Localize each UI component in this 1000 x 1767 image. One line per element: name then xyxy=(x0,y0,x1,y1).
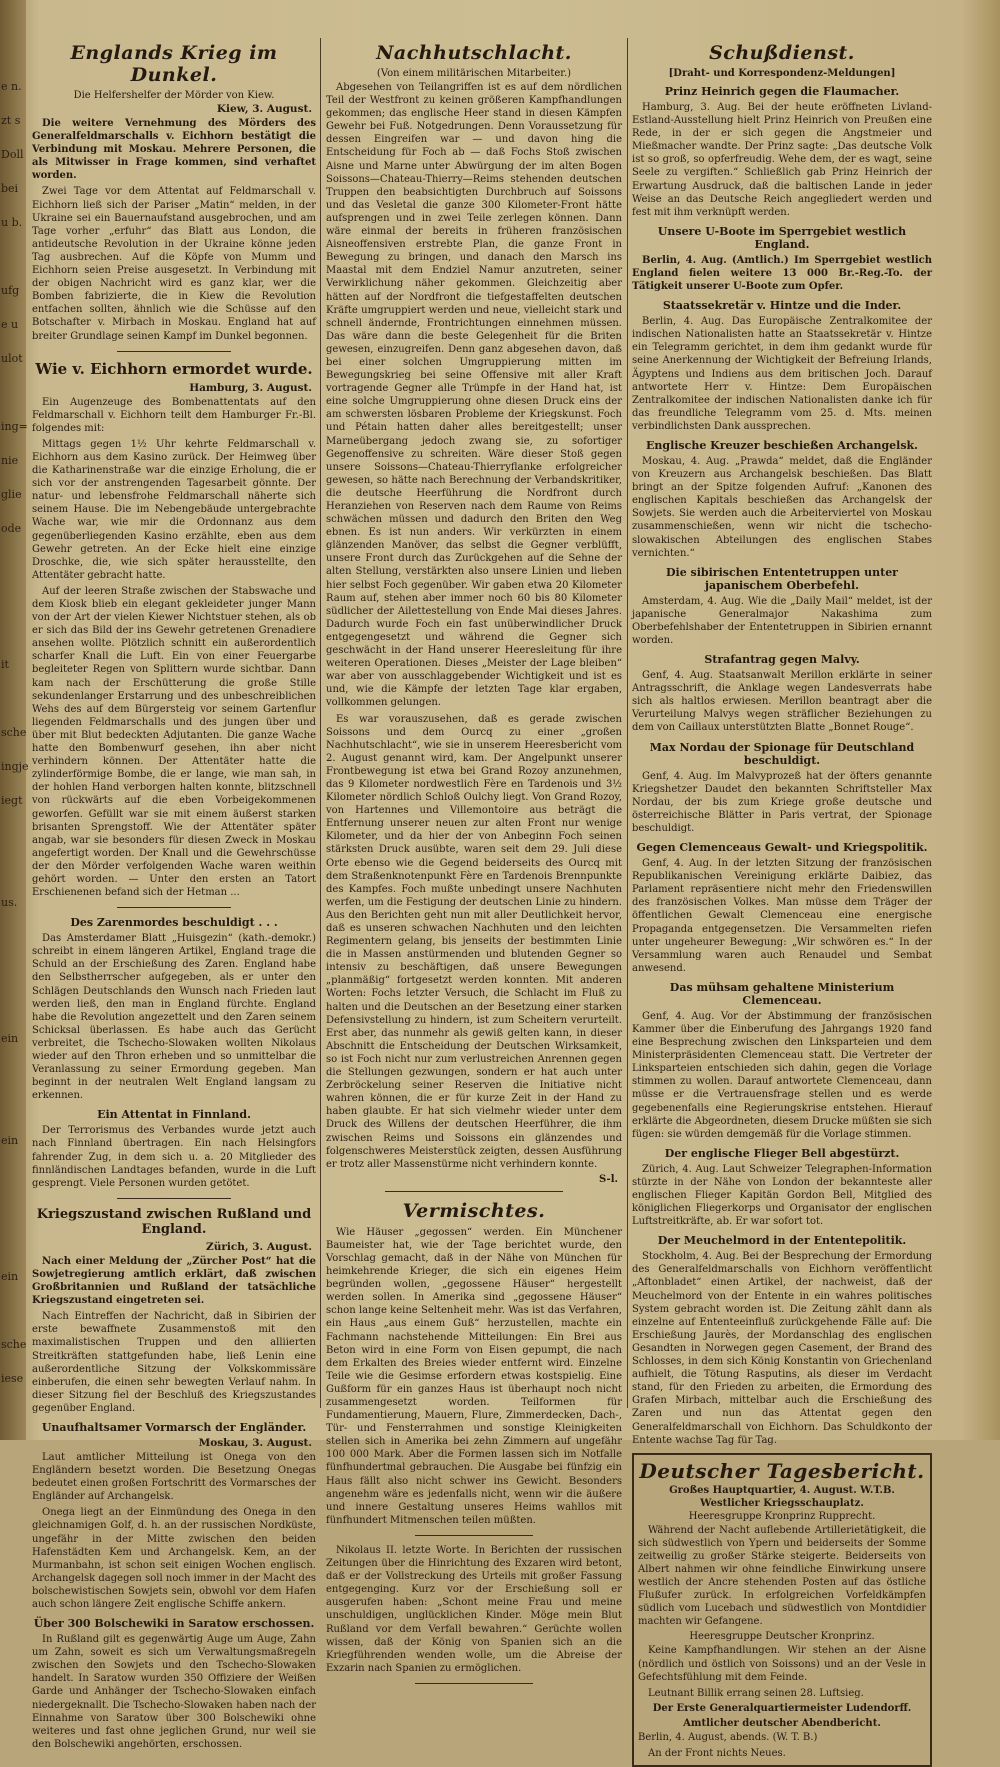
news-heading: Max Nordau der Spionage für Deutschland beschuldigt. xyxy=(649,740,915,767)
headline-englands-krieg: Englands Krieg im Dunkel. xyxy=(70,42,278,86)
separator xyxy=(385,1191,563,1192)
headline-vermischtes: Vermischtes. xyxy=(402,1199,546,1222)
column-2 xyxy=(326,34,622,1674)
news-heading: Staatssekretär v. Hintze und die Inder. xyxy=(662,299,902,313)
strip-fragment: glie xyxy=(1,488,22,501)
strip-fragment: ein xyxy=(1,1032,19,1045)
news-heading: Englische Kreuzer beschießen Archangelsk. xyxy=(646,438,918,452)
headline-saratow: Über 300 Bolschewiki in Saratow erschossen. xyxy=(33,1617,315,1631)
strip-fragment: ulot xyxy=(1,352,23,365)
article-paragraph: Abgesehen von Teilangriffen ist es auf dem nördlichen Teil der Westfront zu keinen größeren Kampfhandlungen gekommen; das englische Heer stand in diesen Kämpfen Gewehr bei Fuß. Notgedrungen. Denn Voraussetzung für dessen Eingreifen war — und davon hing die Entscheidung für Foch ab — daß Fochs Stoß zwischen Aisne und Marne unter Abwürgung der im alten Bogen Soissons—Chateau-Thierry—Reims stehenden deutschen Truppen den beabsichtigten Durchbruch auf Soissons und das Vesletal die ganze 300 Kilometer-Front hätte aufsprengen und in zwei Teile zerlegen können. Dann wäre einmal der bereits in früheren französischen Aisneoffensiven erstrebte Plan, die ganze Front in Bewegung zu bringen, und danach den Marsch ins Maastal mit dem Endziel Namur anzutreten, seiner Verwirklichung näher gekommen. Gleichzeitig aber hätten auf der Nordfront die tiefgestaffelten deutschen Kräfte umgruppiert werden und neue, vielleicht stark und schnell ändernde, Frontrichtungen einnehmen müssen. Das wäre dann die beste Gelegenheit für die Briten gewesen, einzugreifen. Denn ganz abgesehen davon, daß bei einer solchen Umgruppierung mitten im Bewegungskrieg bei seine Offensive mit aller Kraft vortragende Gegner alle Trümpfe in der Hand hat, ist eine solche Umgruppierung ohne diesen Druck eins der am schwersten lösbaren Probleme der Kriegskunst. Foch und Pétain hatten daher alles bereitgestellt; unser Marneübergang jedoch zwang sie, zu sofortiger Gegenoffensive zu schreiten. Wäre dieser Stoß gegen unsere Soissons—Chateau-Thierryflanke erfolgreicher gewesen, so hätte nach Berechnung der Verbandskritiker, die deutsche Heerführung die Nordfront durch Heranziehen von Reserven nach dem Raume von Reims schwächen müssen und dadurch den Briten den Weg ebnen. Es ist nun anders. Wir verkürzten in einem glänzenden Manöver, das selbst die Gegner verblüfft, unsere Front durch das Zurückgehen auf die Sehne der alten Stellung, verstärkten also unsere Linien und lieben hier selbst Foch gegenüber. Wir gaben etwa 20 Kilometer Raum auf, stehen aber immer noch 60 bis 80 Kilometer südlicher der Ailettestellung von Ende Mai dieses Jahres. Dadurch wurde Foch ein fast unüberwindlicher Druck entgegengesetzt und während die Gegner sich geschwächt in der Hand unserer Heeresleitung für ihre weiteren Operationen. Dieses „Meister der Lage bleiben“ war aber von ausschlaggebender Wichtigkeit und ist es und, wie die Kämpfe der letzten Tage klar ergaben, vollkommen gelungen. xyxy=(326,82,622,709)
article-paragraph: Onega liegt an der Einmündung des Onega in den gleichnamigen Golf, d. h. an der russischen Nordküste, ungefähr in der Mitte zwischen den beiden Hafenstädten Kem und Archangelsk. Kem, an der Murmanbahn, ist schon seit einigen Wochen englisch. Archangelsk dagegen soll noch immer in der Macht des bolschewistischen Sowjets sein, obwohl vor dem Hafen auch schon längere Zeit englische Schiffe ankern. xyxy=(32,1507,316,1610)
dateline: Zürich, 3. August. xyxy=(206,1240,312,1253)
article-paragraph: Es war vorauszusehen, daß es gerade zwischen Soissons und dem Ourcq zu einer „großen Nachhutschlacht“, wie sie in unserem Heeresbericht vom 2. August genannt wird, kam. Der Angelpunkt unserer Frontbewegung ist etwa bei Grand Rozoy anzunehmen, das 9 Kilometer nordwestlich Fère en Tardenois und 3½ Kilometer nördlich Schloß Oulchy liegt. Von Grand Rozoy, von Hartennes und Villemontoire aus beträgt die Entfernung unserer neuen zur alten Front nur wenige Kilometer, und da hier der von Anbeginn Foch seinen stärksten Druck ausübte, waren seit dem 29. Juli diese Orte ebenso wie die Gegend beiderseits des Ourcq mit dem Straßenknotenpunkt Fère en Tardenois Brennpunkte des Kampfes. Foch mußte unbedingt unsere Nachhuten werfen, um die Festigung der deutschen Linie zu hindern. Aus den Berichten geht nun mit aller Deutlichkeit hervor, daß es unseren schwachen Nachhuten und den leichten Regimentern gelang, bis jenseits der bestimmten Linie die in Massen anstürmenden und blutenden Gegner so intensiv zu beschäftigen, daß unsere Bewegungen „planmäßig“ fortgesetzt werden konnten. Mit anderen Worten: Fochs letzter Versuch, die Schlacht im Fluß zu halten und die Deutschen an der Besetzung einer starken Defensivstellung zu hindern, ist zum Scheitern verurteilt. Erst aber, das nunmehr als gewiß gelten kann, in dieser Abschnitt die Entscheidung der Deutschen Wirksamkeit, so ist Foch nicht nur zum verlustreichen Anrennen gegen die Stellungen gezwungen, sondern er hat auch unter Zerbröckelung seiner Reserven die Initiative nicht wahren können, die er für kurze Zeit in der Hand zu haben glaubte. Er hat sich vielmehr wieder unter dem Druck des Willens der deutschen Heerführer, die ihm zwischen Reims und Soissons ein glänzendes und folgenschweres Meisterstück zeigten, dessen Ausführung er trotz aller Massenstürme nicht verhindern konnte. xyxy=(326,713,622,1170)
lead-paragraph: Die weitere Vernehmung des Mörders des Generalfeldmarschalls v. Eichhorn bestätigt die Verbindung mit Moskau. Mehrere Personen, die als Mitwisser in Frage kommen, sind verhaftet worden. xyxy=(32,118,316,182)
article-paragraph: Mittags gegen 1½ Uhr kehrte Feldmarschall v. Eichhorn aus dem Kasino zurück. Der Heimweg über die Katharinenstraße war die einzige Erholung, die er sich vor der anstrengenden Tagesarbeit gönnte. Der natur- und lebensfrohe Feldmarschall näherte sich seinem Hause. Die im Nebengebäude untergebrachte Wache war, wie mir die Ordonnanz aus dem gegenüberliegenden Kasino erzählte, eben aus dem Gewehr getreten. An der Ecke hielt eine einzige Droschke, die, wie sich später herausstellte, den Attentäter gebracht hatte. xyxy=(32,438,316,581)
article-paragraph: In Rußland gilt es gegenwärtig Auge um Auge, Zahn um Zahn, soweit es sich um Verwaltungsmaßregeln zwischen den Sowjets und den Tschecho-Slowaken handelt. In Saratow wurden 350 Offiziere der Weißen Garde und Anhänger der Tschecho-Slowaken einfach niedergeknallt. Die Tschecho-Slowaken haben nach der Einnahme von Saratow über 300 Bolschewiki ohne weiteres und fast ohne jeglichen Grund, nur weil sie den Bolschewiki angehörten, erschossen. xyxy=(32,1634,316,1750)
column-rule xyxy=(320,38,321,1408)
column-1 xyxy=(32,34,316,1750)
news-heading: Strafantrag gegen Malvy. xyxy=(704,653,860,667)
news-paragraph: Stockholm, 4. Aug. Bei der Besprechung der Ermordung des Generalfeldmarschalls von Eichhorn veröffentlicht „Aftonbladet“ einen Artikel, der nachweist, daß der Meuchelmord von der Entente in ein wahres politisches System gebracht worden ist. Die Zeitung zählt dann als einzelne auf Ententeeinfluß zurückgehende Fälle auf: Die Erschießung Jaurès, der Mordanschlag des englischen Gesandten in Norwegen gegen Casement, der Brand des Schlosses, in dem sich König Konstantin von Griechenland aufhielt, die Tötung Rasputins, als dieser im Verdacht stand, für den Frieden zu arbeiten, die Ermordung des Grafen Mirbach, mittelbar auch die Erschießung des Zaren und nun das Attentat gegen den Generalfeldmarschall von Eichhorn. Das Schuldkonto der Entente wachse Tag für Tag. xyxy=(632,1251,932,1446)
news-paragraph: Berlin, 4. Aug. Das Europäische Zentralkomitee der indischen Nationalisten hatte an Staatssekretär v. Hintze ein Telegramm gerichtet, in dem ihm gedankt wurde für seine Anerkennung der Wichtigkeit der Befreiung Irlands, Ägyptens und Indiens aus dem britischen Joch. Darauf antwortete Herr v. Hintze: Dem Europäischen Zentralkomitee der indischen Nationalisten danke ich für das freundliche Telegramm vom 25. d. Mts. meinen verbindlichsten Dank aussprechen. xyxy=(632,316,932,432)
lead-paragraph: Nach einer Meldung der „Zürcher Post“ hat die Sowjetregierung amtlich erklärt, daß zwischen Großbritannien und Rußland der tatsächliche Kriegszustand eingetreten sei. xyxy=(32,1255,316,1307)
dateline: Kiew, 3. August. xyxy=(216,103,312,115)
strip-fragment: ein xyxy=(1,1134,19,1147)
news-paragraph: Moskau, 4. Aug. „Prawda“ meldet, daß die Engländer von Kreuzern aus Archangelsk beschießen. Das Blatt bringt an der Spitze folgenden Aufruf: „Kanonen des englischen Kapitals beschießen das Archangelsk der Sowjets. Sie werden auch die Arbeiterviertel von Moskau zusammenschießen, wenn wir nicht die tschecho-slowakischen Abteilungen des englischen Stabes vernichten.“ xyxy=(632,455,932,559)
evening-report-dateline: Berlin, 4. August, abends. (W. T. B.) xyxy=(638,1731,818,1743)
author-signature: S-l. xyxy=(598,1173,618,1185)
news-paragraph: Genf, 4. Aug. Vor der Abstimmung der französischen Kammer über die Einberufung des Jahrgangs 1920 fand eine Besprechung zwischen den Linksparteien und dem Ministerpräsidenten Clemenceau statt. Die Vertreter der Linksparteien entschieden sich dahin, gegen die Vorlage stimmen zu wollen. Darauf antwortete Clemenceau, dann müsse er die Vertrauensfrage stellen und es werde gegebenenfalls eine Regierungskrise entstehen. Hierauf erklärte die Abgeordneten, diesem Drucke müßten sie sich fügen: sie würden demgemäß für die Vorlage stimmen. xyxy=(632,1010,932,1140)
headline-schussdienst: Schußdienst. xyxy=(709,42,855,64)
news-heading: Die sibirischen Ententetruppen unter japanischem Oberbefehl. xyxy=(666,565,898,592)
strip-fragment: nie xyxy=(1,454,19,467)
strip-fragment: e u xyxy=(1,318,19,331)
report-group: Heeresgruppe Kronprinz Rupprecht. xyxy=(688,1510,876,1522)
dateline: Moskau, 3. August. xyxy=(198,1436,312,1449)
headline-eichhorn: Wie v. Eichhorn ermordet wurde. xyxy=(35,359,313,378)
headline-finnland: Ein Attentat in Finnland. xyxy=(97,1108,251,1122)
strip-fragment: ufg xyxy=(1,284,20,297)
news-heading: Unsere U-Boote im Sperrgebiet westlich England. xyxy=(657,224,907,251)
report-dateline: Großes Hauptquartier, 4. August. W.T.B. xyxy=(669,1484,895,1496)
news-paragraph: Genf, 4. Aug. Im Malvyprozeß hat der öfters genannte Kriegshetzer Daudet den bekannten Schriftsteller Max Nordau, der bis zum Kriege große deutsche und österreichische Blätter in Paris vertrat, der Spionage beschuldigt. xyxy=(632,770,932,834)
strip-fragment: Doll xyxy=(1,148,24,161)
article-paragraph: Der Terrorismus des Verbandes wurde jetzt auch nach Finnland übertragen. Ein nach Helsingfors fahrender Zug, in dem sich u. a. 20 Mitglieder des finnländischen Landtages befanden, wurde in die Luft gesprengt. Viele Personen wurden getötet. xyxy=(32,1125,316,1189)
strip-fragment: sche xyxy=(1,1338,27,1351)
strip-fragment: bei xyxy=(1,182,19,195)
news-paragraph: Berlin, 4. Aug. (Amtlich.) Im Sperrgebiet westlich England fielen weitere 13 000 Br.-Reg.-To. der Tätigkeit unserer U-Boote zum Opfer. xyxy=(632,254,932,293)
column-rule xyxy=(627,38,628,1408)
dateline: Hamburg, 3. August. xyxy=(189,381,312,394)
strip-fragment: ode xyxy=(1,522,22,535)
report-front: Westlicher Kriegsschauplatz. xyxy=(700,1497,864,1509)
strip-fragment: iegt xyxy=(1,794,23,807)
strip-fragment: it xyxy=(1,658,9,671)
subheadline: [Draht- und Korrespondenz-Meldungen] xyxy=(668,68,896,79)
report-paragraph: Keine Kampfhandlungen. Wir stehen an der Aisne (nördlich und östlich von Soissons) und an der Vesle in Gefechtsfühlung mit dem Feinde. xyxy=(638,1645,926,1683)
adjacent-page-strip xyxy=(0,0,29,1440)
article-paragraph: Zwei Tage vor dem Attentat auf Feldmarschall v. Eichhorn ließ sich der Pariser „Matin“ melden, in der Ukraine sei ein Bauernaufstand ausgebrochen, und am Tage vorher „erfuhr“ das Blatt aus London, die antideutsche Revolution in der Ukraine könne jeden Tag ausbrechen. Auf die Köpfe von Mumm und Eichhorn seien Preise ausgesetzt. In Verbindung mit der obigen Nachricht wird es ganz klar, wer die Bomben fabrizierte, die in Kiew die Revolution entfachen sollten, ähnlich wie die Schüsse auf den Botschafter v. Mirbach in Moskau. England hat auf breiter Grundlage seinen Kampf im Dunkel begonnen. xyxy=(32,186,316,342)
subheadline: (Von einem militärischen Mitarbeiter.) xyxy=(376,68,572,79)
strip-fragment: zt s xyxy=(1,114,21,127)
news-paragraph: Genf, 4. Aug. In der letzten Sitzung der französischen Republikanischen Vereinigung erklärte Daibiez, das Parlament repräsentiere nicht mehr den Friedenswillen des französischen Volkes. Man müsse dem Träger der öffentlichen Gewalt Clemenceau eine energische Propaganda entgegensetzen. Die Versammelten riefen unter ungeheurer Bewegung: „Wir schwören es.“ In der Versammlung waren auch Renaudel und Sembat anwesend. xyxy=(632,858,932,974)
separator xyxy=(415,1683,533,1684)
strip-fragment: ein xyxy=(1,1270,19,1283)
headline-kriegszustand: Kriegszustand zwischen Rußland und England. xyxy=(36,1206,312,1237)
headline-nachhutschlacht: Nachhutschlacht. xyxy=(376,42,572,64)
separator xyxy=(117,351,231,352)
article-paragraph: Das Amsterdamer Blatt „Huisgezin“ (kath.-demokr.) schreibt in einem längeren Artikel, England trage die Schuld an der Erschießung des Zaren. England habe den Selbstherrscher aufgegeben, als er unter den Schlägen Deutschlands den Wunsch nach Frieden laut werden ließ, den man in England fürchte. England habe die Revolution angezettelt und den Zaren seinem Schicksal überlassen. Es habe auch das Gerücht verbreitet, die Tschecho-Slowaken wollten Nikolaus wieder auf den Thron erheben und so unmittelbar die Veranlassung zu seiner Ermordung gegeben. Man beginnt in der neutralen Welt England langsam zu erkennen. xyxy=(32,933,316,1102)
strip-fragment: u b. xyxy=(1,216,23,229)
article-paragraph: Nach Eintreffen der Nachricht, daß in Sibirien der erste bewaffnete Zusammenstoß mit den maximalistischen Truppen und den alliierten Streitkräften stattgefunden habe, ließ Lenin eine außerordentliche Sitzung der Volkskommissäre einberufen, die einen sehr bewegten Verlauf nahm. In dieser Sitzung fiel der Beschluß des Kriegszustandes gegenüber England. xyxy=(32,1311,316,1414)
news-heading: Der englische Flieger Bell abgestürzt. xyxy=(664,1146,900,1160)
news-heading: Das mühsam gehaltene Ministerium Clemenceau. xyxy=(669,980,895,1007)
news-paragraph: Hamburg, 3. Aug. Bei der heute eröffneten Livland-Estland-Ausstellung hielt Prinz Heinrich von Preußen eine Rede, in der er sich gegen die Angstmeier und Mießmacher wandte. Der Prinz sagte: „Das deutsche Volk ist so groß, so opferfreudig. Wehe dem, der es wagt, seine Seele zu vergiften.“ Schließlich gab Prinz Heinrich der Erwartung Ausdruck, daß die baltischen Lande in jeder Weise an das Deutsche Reich angegliedert werden und fest mit ihm verknüpft werden. xyxy=(632,102,932,218)
strip-fragment: ing= xyxy=(1,420,28,433)
report-paragraph: Während der Nacht auflebende Artillerietätigkeit, die sich südwestlich von Ypern und beiderseits der Somme zeitweilig zu großer Stärke steigerte. Beiderseits von Albert nahmen wir ohne feindliche Einwirkung unsere westlich der Ancre stehenden Posten auf das östliche Flußufer zurück. In erfolgreichen Vorfeldkämpfen südlich vom Lucebach und südwestlich von Montdidier machten wir Gefangene. xyxy=(638,1524,926,1628)
evening-report-text: An der Front nichts Neues. xyxy=(648,1747,786,1759)
news-heading: Prinz Heinrich gegen die Flaumacher. xyxy=(664,85,900,98)
headline-zarenmord: Des Zarenmordes beschuldigt . . . xyxy=(70,916,278,930)
article-paragraph: Ein Augenzeuge des Bombenattentats auf den Feldmarschall v. Eichhorn teilt dem Hamburger Fr.-Bl. folgendes mit: xyxy=(32,396,316,434)
news-heading: Gegen Clemenceaus Gewalt- und Kriegspolitik. xyxy=(636,841,928,855)
column-3 xyxy=(632,34,932,1759)
news-paragraph: Zürich, 4. Aug. Laut Schweizer Telegraphen-Information stürzte in der Nähe von London der bekannteste aller englischen Flieger Kapitän Gordon Bell, Mitglied des königlichen Fliegerkorps und Organisator der englischen Luftstreitkräfte, ab. Er war sofort tot. xyxy=(632,1163,932,1228)
strip-fragment: ingje xyxy=(1,760,29,773)
separator xyxy=(415,1535,533,1536)
subheadline: Die Helfershelfer der Mörder von Kiew. xyxy=(73,90,275,101)
news-paragraph: Genf, 4. Aug. Staatsanwalt Merillon erklärte in seiner Antragsschrift, die Anklage wegen Landesverrats habe sich als haltlos erwiesen. Merillon beantragt aber die Verurteilung Malvys wegen sträflicher Beziehungen zu dem von Caillaux unterstützten Blatte „Bonnet Rouge“. xyxy=(632,670,932,734)
strip-fragment: sche xyxy=(1,726,27,739)
report-title: Deutscher Tagesbericht. xyxy=(639,1458,925,1483)
news-heading: Der Meuchelmord in der Ententepolitik. xyxy=(657,1234,907,1248)
report-signature: Der Erste Generalquartiermeister Ludendorff. xyxy=(652,1702,912,1714)
headline-vormarsch: Unaufhaltsamer Vormarsch der Engländer. xyxy=(41,1420,307,1434)
strip-fragment: us. xyxy=(1,896,18,909)
daily-report-box xyxy=(632,1453,932,1767)
strip-fragment: e n. xyxy=(1,80,22,93)
separator xyxy=(117,1198,231,1199)
article-paragraph: Laut amtlicher Mitteilung ist Onega von den Engländern besetzt worden. Die Besetzung Onegas bedeutet einen großen Fortschritt des Vormarsches der Engländer auf Archangelsk. xyxy=(32,1451,316,1503)
report-paragraph: Leutnant Billik errang seinen 28. Luftsieg. xyxy=(648,1687,864,1699)
news-paragraph: Amsterdam, 4. Aug. Wie die „Daily Mail“ meldet, ist der japanische Generalmajor Nakashima zum Oberbefehlshaber der Ententetruppen in Sibirien ernannt worden. xyxy=(632,595,932,646)
article-paragraph: Wie Häuser „gegossen“ werden. Ein Münchener Baumeister hat, wie der Tage berichtet wurde, den Vorschlag gemacht, daß in der Nähe von München für heimkehrende Krieger, die sich ein eigenes Heim begründen wollen, „gegossene Häuser“ hergestellt werden sollen. In Amerika sind „gegossene Häuser“ schon lange keine Seltenheit mehr. Was ist das Verfahren, ein Haus „aus einem Guß“ herzustellen, machte ein Fachmann nachstehende Mitteilungen: Ein Brei aus Beton wird in eine Form von Eisen gepumpt, die nach dem Erkalten des Breies wieder entfernt wird. Einzelne Teile wie die Gesimse erfordern etwas kostspielig. Eine Gußform für ein ganzes Haus ist überhaupt noch nicht zusammengesetzt worden. Teilformen für Fundamentierung, Mauern, Flure, Zimmerdecken, Dach-, Tür- und Fensterrahmen und sonstige Kleinigkeiten stellen sich in Amerika bei zehn Zimmern auf ungefähr 100 000 Mark. Aber die Formen lassen sich im Notfalle fünfhundertmal gebrauchen. Die Ausgabe bei fünfzig ein Haus fällt also nicht schwer ins Gewicht. Besonders angenehm wäre es jedenfalls nicht, wenn wir die äußere und innere Gestaltung unseres Heims wahllos mit fünfhundert Mitmenschen teilen müßten. xyxy=(326,1226,622,1526)
report-group: Heeresgruppe Deutscher Kronprinz. xyxy=(689,1631,875,1643)
separator xyxy=(117,907,231,908)
article-paragraph: Auf der leeren Straße zwischen der Stabswache und dem Kiosk blieb ein elegant gekleideter junger Mann von der Art der vielen Kiewer Nichtstuer stehen, als ob er sich das Bild der ins Gewehr getretenen Grenadiere ansehen wollte. Plötzlich schnitt ein außerordentlich scharfer Knall die Luft. Ein von einer Feuergarbe begleiteter Regen von Splittern wurde sichtbar. Dann kam nach der Erschütterung die große Stille sekundenlanger Erstarrung und des unbeschreiblichen Wehs des auf dem Bürgersteig vor seinem Gartenflur liegenden Feldmarschalls und des jungen über und über mit Blut bedeckten Adjutanten. Die ganze Wache hatte den Bombenwurf gesehen, ihn aber nicht verhindern können. Der Attentäter hatte die zylinderförmige Bombe, die er lange, wie man sah, in der hohlen Hand verborgen halten konnte, blitzschnell von rückwärts auf die eben Vorbeigekommenen geworfen. Gefüllt war sie mit einem äußerst starken brisanten Sprengstoff. Wie der Attentäter später angab, war sie besonders für diesen Zweck in Moskau angefertigt worden. Der Knall und die Gewehrschüsse der den Mörder verfolgenden Wache waren weithin gehört worden. — Unter den ersten an Tatort Erschienenen befand sich der Hetman ... xyxy=(32,585,316,899)
article-paragraph: Nikolaus II. letzte Worte. In Berichten der russischen Zeitungen über die Hinrichtung des Exzaren wird betont, daß er der Vollstreckung des Urteils mit großer Fassung entgegenging. Kurz vor der Erschießung soll er ausgerufen haben: „Schont meine Frau und meine unschuldigen, unglücklichen Kinder. Möge mein Blut Rußland vor dem Verfall bewahren.“ Gerüchte wollen wissen, daß der König von Spanien sich an die Kriegführenden wenden wolle, um die Abreise der Exzarin nach Spanien zu ermöglichen. xyxy=(326,1544,622,1674)
evening-report-title: Amtlicher deutscher Abendbericht. xyxy=(683,1717,881,1729)
strip-fragment: iese xyxy=(1,1372,24,1385)
